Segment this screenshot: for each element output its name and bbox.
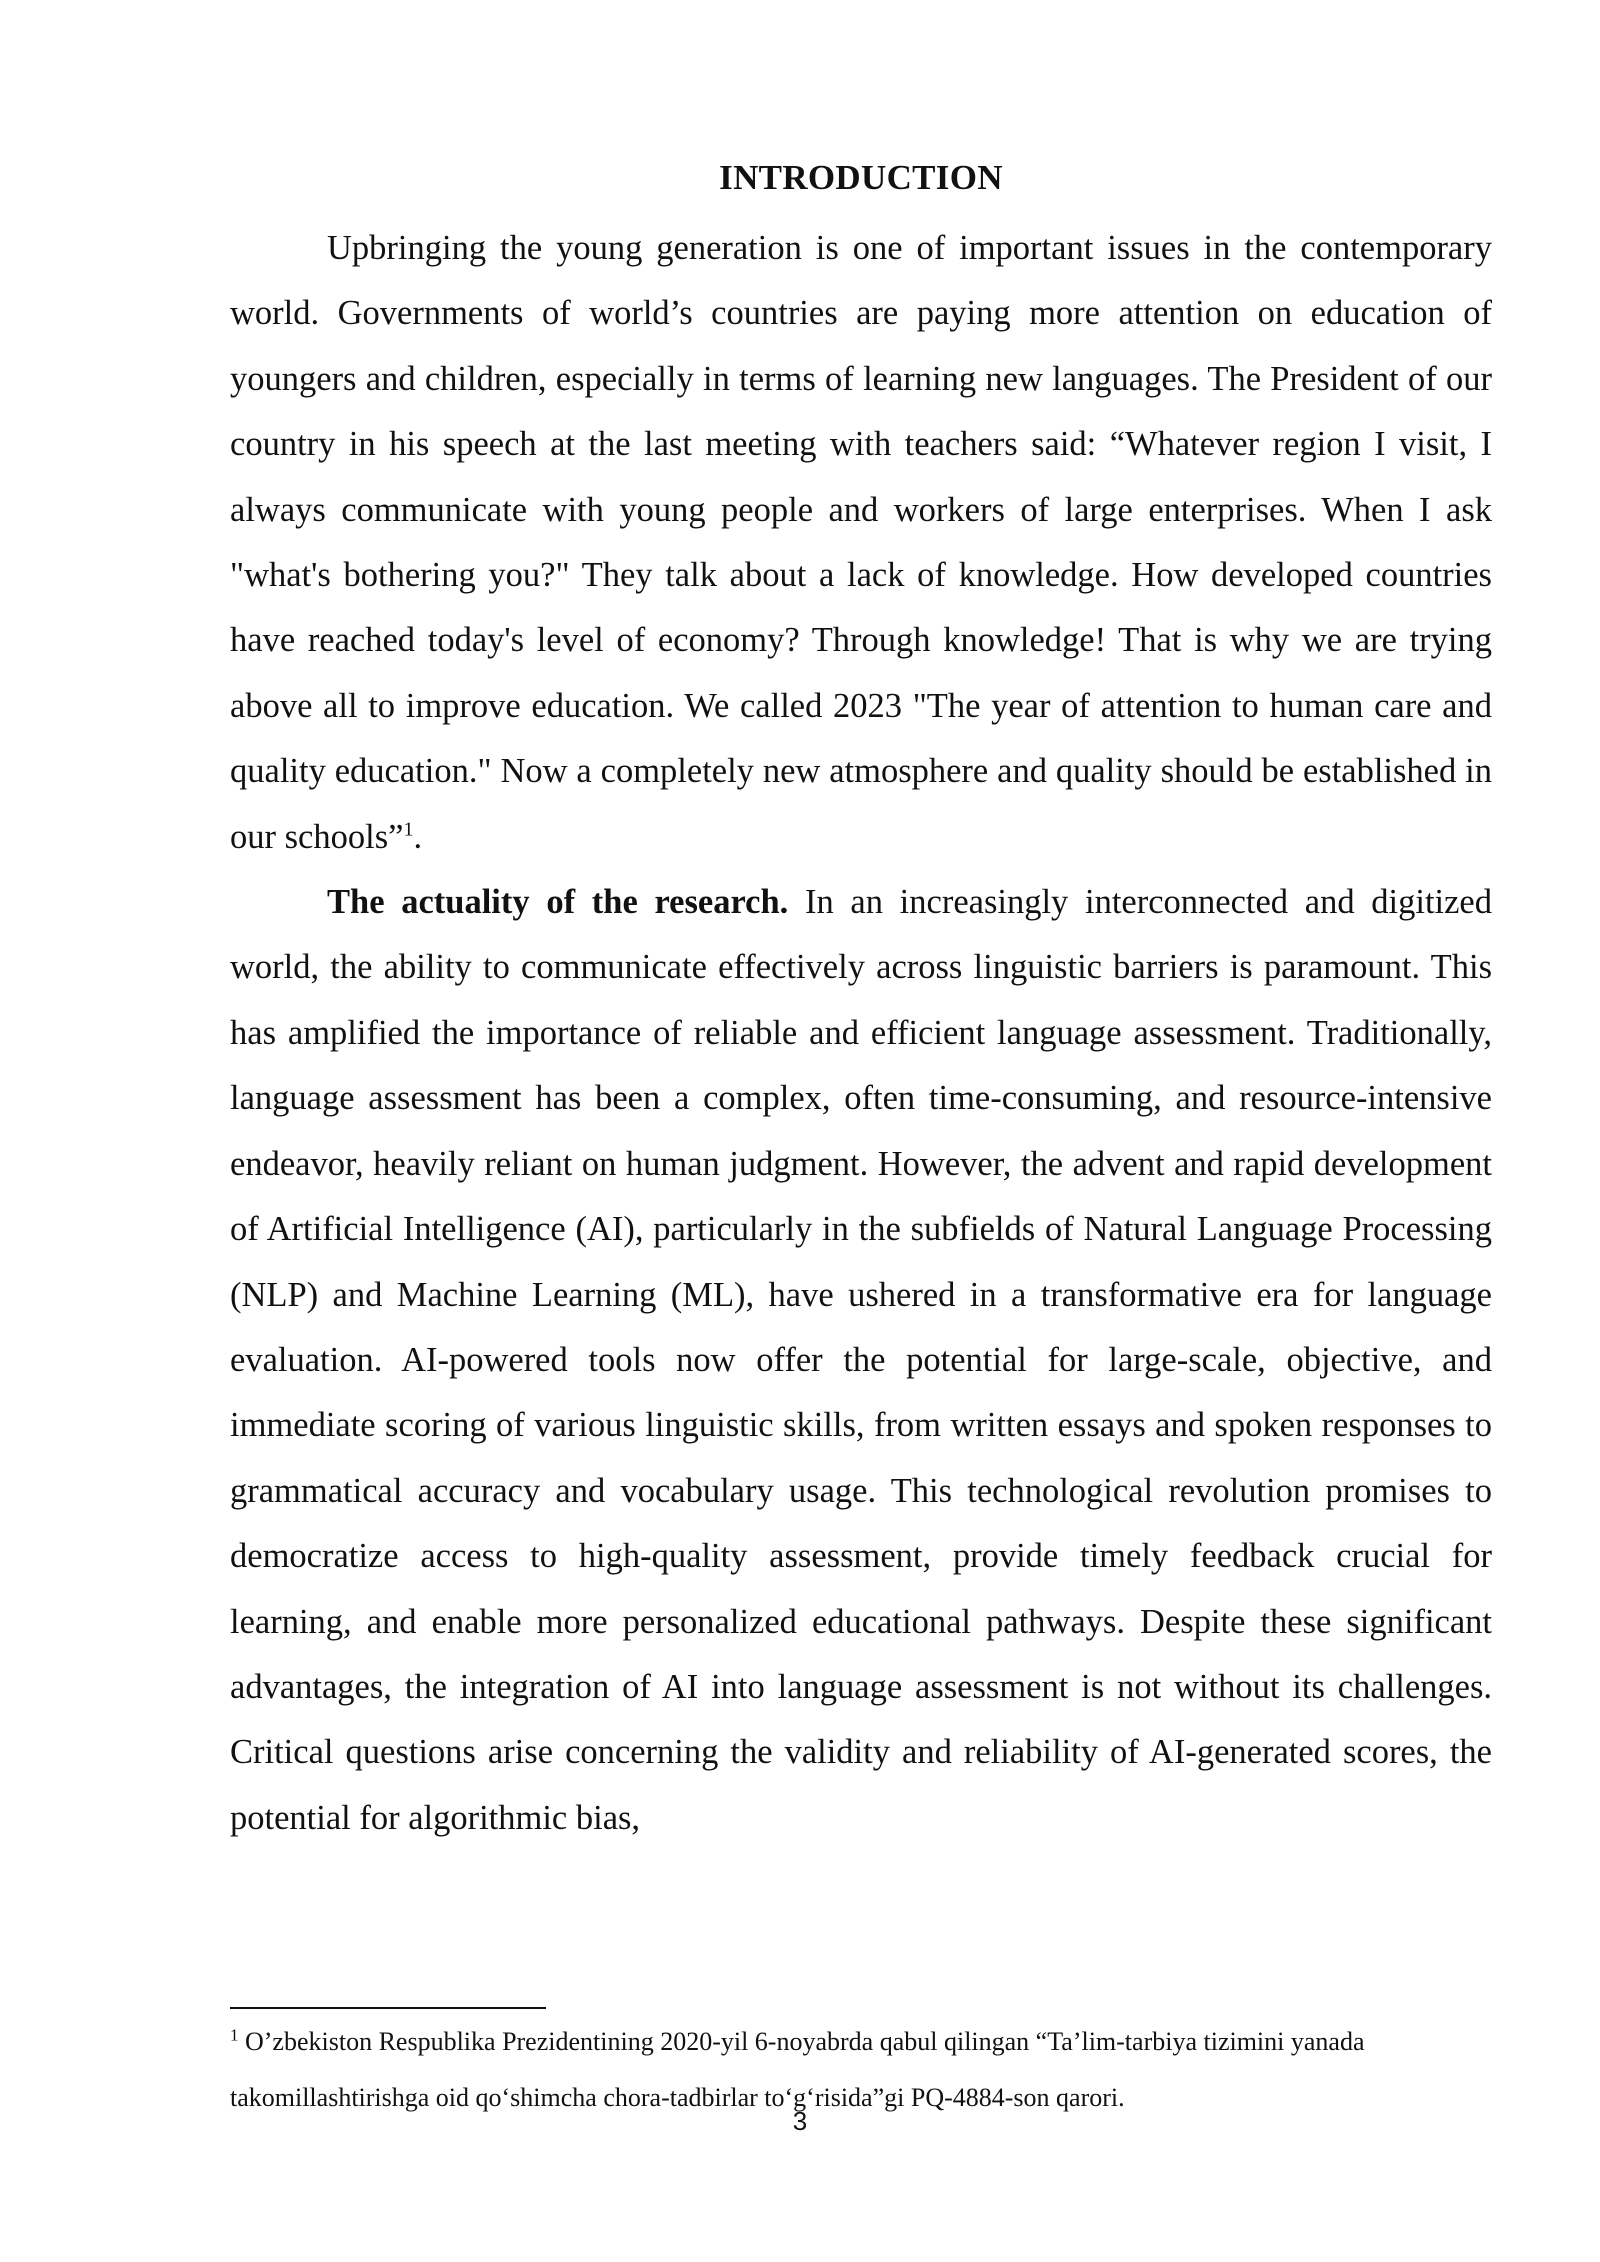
paragraph-intro-text: Upbringing the young generation is one of important issues in the contemporary world. Governments of world’s countries are paying more attention on education of youngers and children, especially in terms of learning new languages. The President of our country in his speech at the last meeting with teachers said: “Whatever region I visit, I always communicate with young people and workers of large enterprises. When I ask "what's bothering you?" They talk about a lack of knowledge. How developed countries have reached today's level of economy? Through knowledge! That is why we are trying above all to improve education. We called 2023 "The year of attention to human care and quality education." Now a completely new atmosphere and quality should be established in our schools”	[230, 229, 1492, 856]
section-heading: INTRODUCTION	[719, 158, 1003, 197]
paragraph-actuality	[230, 870, 1492, 1851]
footnote-marker: 1	[230, 2025, 239, 2045]
paragraph-actuality-text: In an increasingly interconnected and digitized world, the ability to communicate effectively across linguistic barriers is paramount. This has amplified the importance of reliable and efficient language assessment. Traditionally, language assessment has been a complex, often time-consuming, and resource-intensive endeavor, heavily reliant on human judgment. However, the advent and rapid development of Artificial Intelligence (AI), particularly in the subfields of Natural Language Processing (NLP) and Machine Learning (ML), have ushered in a transformative era for language evaluation. AI-powered tools now offer the potential for large-scale, objective, and immediate scoring of various linguistic skills, from written essays and spoken responses to grammatical accuracy and vocabulary usage. This technological revolution promises to democratize access to high-quality assessment, provide timely feedback crucial for learning, and enable more personalized educational pathways. Despite these significant advantages, the integration of AI into language assessment is not without its challenges. Critical questions arise concerning the validity and reliability of AI-generated scores, the potential for algorithmic bias,	[230, 883, 1492, 1837]
footnote-separator	[230, 2007, 546, 2009]
footnote-text: O’zbekiston Respublika Prezidentining 2020-yil 6-noyabrda qabul qilingan “Ta’lim-tarbiya tizimini yanada takomillashtirishga oid qo‘shimcha chora-tadbirlar to‘g‘risida”gi PQ-4884-son qarori.	[230, 2027, 1365, 2112]
page-body	[230, 148, 1492, 1851]
actuality-lead: The actuality of the research.	[327, 883, 789, 922]
footnote-reference[interactable]: 1	[403, 818, 414, 841]
paragraph-intro	[230, 216, 1492, 870]
paragraph-intro-end: .	[413, 817, 423, 856]
page-number: 3	[792, 2106, 808, 2136]
